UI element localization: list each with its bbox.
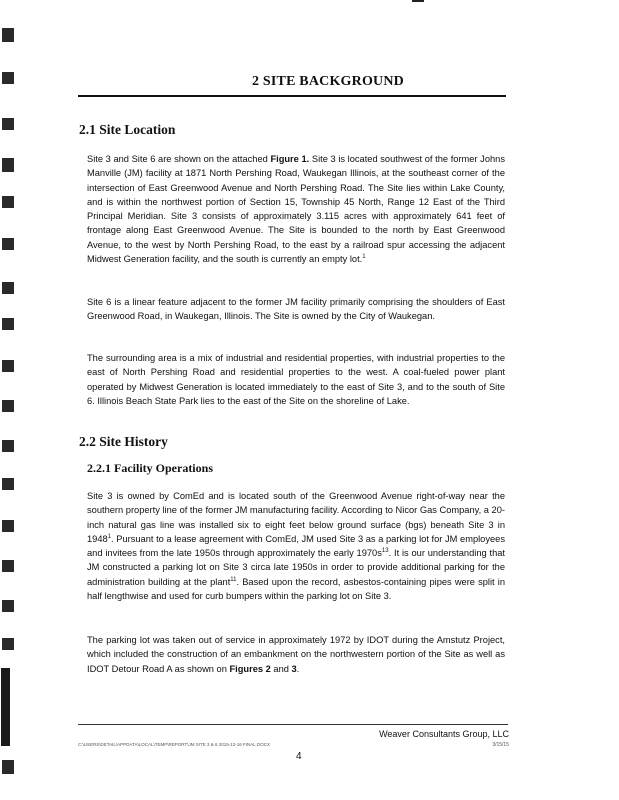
- scan-edge-mark: [2, 400, 14, 412]
- section-heading: 2 SITE BACKGROUND: [252, 74, 404, 89]
- heading-rule: [78, 95, 506, 97]
- text-run: . Based upon the record, asbestos-containing pipes were split in half lengthwise and used for curb bumpers within the parking lot on Site 3.: [87, 576, 505, 602]
- scan-edge-mark: [2, 196, 14, 208]
- scan-edge-mark: [2, 760, 14, 774]
- text-run: Site 3 is located southwest of the former Johns Manville (JM) facility at 1871 North Pershing Road, Waukegan Illinois, at the southeast corner of the intersection of East Greenwood Avenue and North Pershing Road. The Site lies within Lake County, and is within the northwest portion of Section 15, Township 45 North, Range 12 East of the Third Principal Meridian. Site 3 consists of approximately 3.115 acres with approximately 641 feet of frontage along East Greenwood Avenue. The Site is bounded to the north by East Greenwood Avenue, to the west by North Pershing Road, to the east by a railroad spur accessing the adjacent Midwest Generation facility, and the south is currently an empty lot.: [87, 154, 505, 265]
- facility-operations-paragraph-1: [87, 489, 505, 603]
- facility-operations-paragraph-2: [87, 633, 505, 676]
- site-location-paragraph-3: [87, 351, 505, 408]
- bold-text: Figure 1.: [270, 154, 310, 164]
- scan-edge-mark: [2, 318, 14, 330]
- footer-company: Weaver Consultants Group, LLC: [379, 729, 509, 739]
- footer-rule: [78, 724, 508, 725]
- scan-edge-mark: [2, 118, 14, 130]
- bold-text: Figures 2: [229, 663, 271, 674]
- text-run: . It is our understanding that JM constructed a parking lot on Site 3 circa late 1950s in order to provide additional parking for the administration building at the plant: [87, 548, 506, 587]
- site-history-heading: 2.2 Site History: [79, 434, 168, 449]
- scan-edge-mark: [2, 478, 14, 490]
- text-run: Site 6 is a linear feature adjacent to the former JM facility primarily comprising the shoulders of East Greenwood Road, in Waukegan, Illinois. The Site is owned by the City of Waukegan.: [87, 297, 505, 322]
- text-run: .: [296, 663, 300, 674]
- footnote-ref: 1: [362, 253, 366, 260]
- scan-edge-mark: [2, 560, 14, 572]
- scan-edge-mark: [2, 158, 14, 172]
- scan-edge-bar: [1, 668, 10, 746]
- footer-date: 3/15/15: [492, 742, 509, 748]
- facility-operations-heading: 2.2.1 Facility Operations: [87, 461, 213, 475]
- scan-edge-mark: [2, 520, 14, 532]
- site-location-paragraph-2: [87, 295, 505, 324]
- text-run: Site 3 is owned by ComEd and is located south of the Greenwood Avenue right-of-way near the southern property line of the former JM manufacturing facility. According to Nicor Gas Company, a 20-inch natural gas line was installed six to eight feet below ground surface (bgs) beneath Site 3 in 1948: [87, 491, 505, 544]
- page-number: 4: [296, 751, 302, 762]
- text-run: Site 3 and Site 6 are shown on the attached: [87, 154, 271, 164]
- text-run: and: [270, 663, 292, 674]
- text-run: . Pursuant to a lease agreement with ComEd, JM used Site 3 as a parking lot for JM employees and invitees from the late 1950s through approximately the early 1970s: [87, 533, 505, 559]
- scan-edge-mark: [2, 360, 14, 372]
- text-run: The surrounding area is a mix of industrial and residential properties, with industrial properties to the east of North Pershing Road and residential properties to the west. A coal-fueled power plant operated by Midwest Generation is located immediately to the east of Site 3, and to the south of Site 6. Illinois Beach State Park lies to the east of the Site on the shoreline of Lake.: [87, 353, 505, 406]
- site-location-heading: 2.1 Site Location: [79, 122, 176, 137]
- scan-edge-mark: [2, 600, 14, 612]
- scan-edge-mark: [2, 72, 14, 84]
- scan-edge-mark: [2, 440, 14, 452]
- text-run: The parking lot was taken out of service in approximately 1972 by IDOT during the Amstutz Project, which included the construction of an embankment on the northwestern portion of the Site as well as IDOT Detour Road A as shown on: [87, 635, 505, 674]
- scan-edge-mark: [2, 282, 14, 294]
- scan-edge-mark: [2, 638, 14, 650]
- footnote-ref: 1: [107, 533, 112, 540]
- scan-edge-mark: [2, 238, 14, 250]
- scan-artifact: [412, 0, 424, 2]
- footnote-ref: 11: [230, 576, 237, 583]
- site-location-paragraph-1: [87, 152, 505, 266]
- bold-text: 3: [291, 663, 297, 674]
- footer-file-path: C:\USERS\DETAIL\APPDATA\LOCAL\TEMP\REPORT\JM SITE 3 & 6 2015-12-16 FINAL.DOCX: [78, 742, 270, 747]
- scan-edge-mark: [2, 28, 14, 42]
- footnote-ref: 13: [381, 548, 389, 555]
